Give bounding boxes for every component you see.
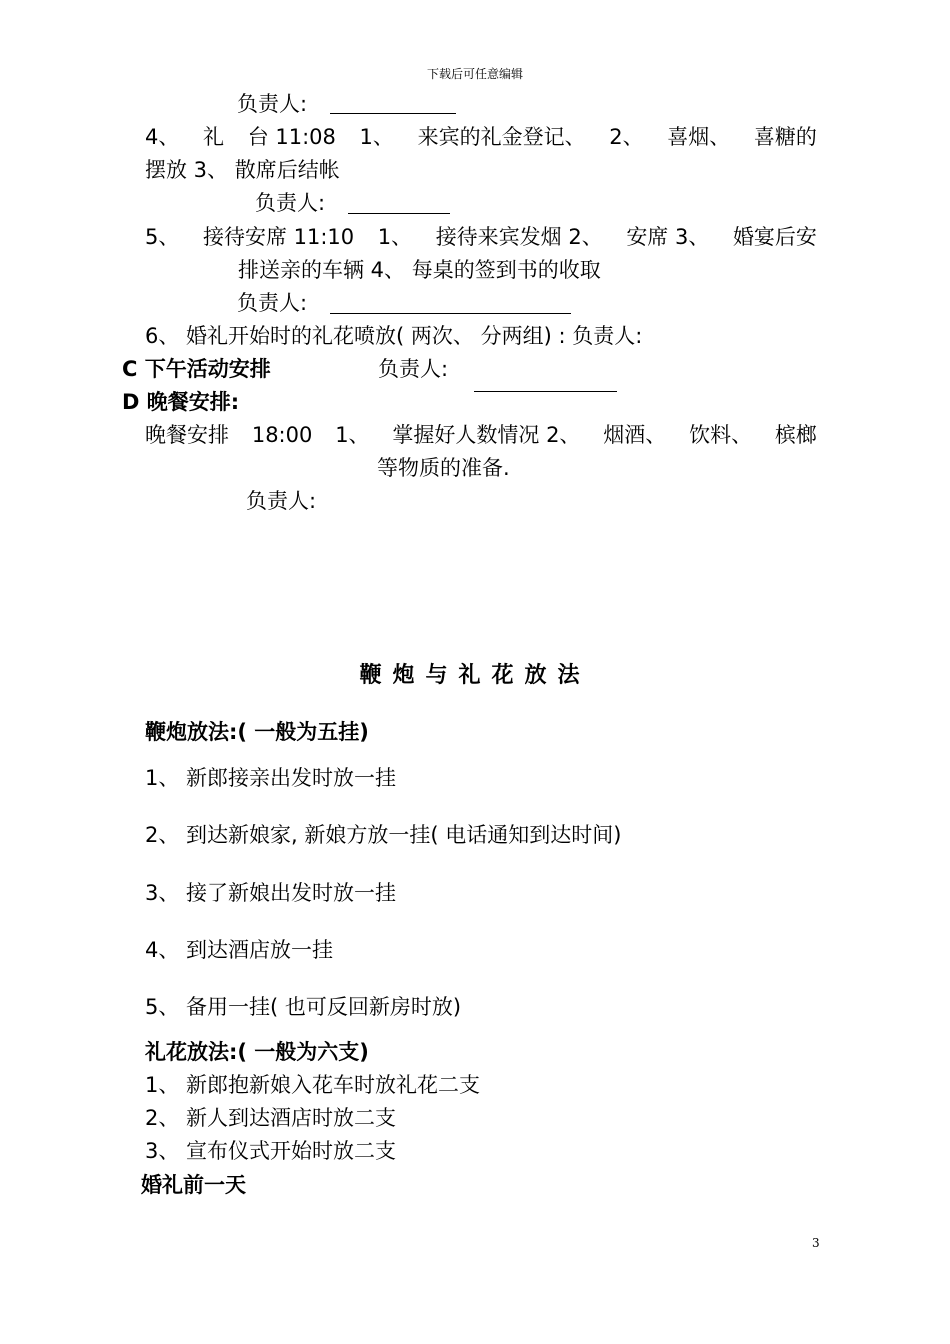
item-text: 2、 bbox=[609, 125, 644, 149]
item-4-line-1 bbox=[145, 127, 817, 148]
section-d-heading: D 晚餐安排: bbox=[122, 390, 240, 414]
item-6: 6、 婚礼开始时的礼花喷放( 两次、 分两组) : 负责人: bbox=[145, 324, 643, 348]
firecrackers-heading: 鞭炮放法:( 一般为五挂) bbox=[145, 720, 369, 744]
item-4-line-2: 摆放 3、 散席后结帐 bbox=[145, 158, 340, 182]
signature-line bbox=[474, 391, 617, 392]
page-header: 下载后可任意编辑 bbox=[426, 67, 523, 81]
responsible-label: 负责人: bbox=[255, 191, 326, 215]
item-text: 喜糖的 bbox=[753, 125, 817, 149]
item-text: 安席 3、 bbox=[626, 225, 710, 249]
page-number: 3 bbox=[812, 1236, 820, 1250]
signature-line bbox=[330, 113, 456, 114]
list-item: 2、 新人到达酒店时放二支 bbox=[145, 1106, 397, 1130]
signature-line bbox=[330, 313, 571, 314]
section-c-heading: C 下午活动安排 bbox=[122, 357, 271, 381]
list-item: 2、 到达新娘家, 新娘方放一挂( 电话通知到达时间) bbox=[145, 823, 622, 847]
list-item: 4、 到达酒店放一挂 bbox=[145, 938, 334, 962]
item-text: 接待安席 11:10 bbox=[202, 225, 355, 249]
responsible-label: 负责人: bbox=[237, 92, 308, 116]
item-text: 饮料、 bbox=[689, 423, 753, 447]
dinner-line-2: 等物质的准备. bbox=[377, 456, 510, 480]
item-text: 烟酒、 bbox=[603, 423, 667, 447]
item-text: 晚餐安排 bbox=[145, 423, 229, 447]
signature-line bbox=[348, 213, 450, 214]
item-text: 掌握好人数情况 2、 bbox=[392, 423, 581, 447]
item-text: 槟榔 bbox=[774, 423, 817, 447]
next-section-heading: 婚礼前一天 bbox=[141, 1173, 246, 1197]
item-text: 来宾的礼金登记、 bbox=[417, 125, 586, 149]
list-item: 1、 新郎接亲出发时放一挂 bbox=[145, 766, 397, 790]
item-text: 礼 bbox=[203, 125, 225, 149]
item-number: 5、 bbox=[145, 225, 180, 249]
dinner-line-1 bbox=[145, 425, 817, 446]
section-title: 鞭炮与礼花放法 bbox=[359, 663, 591, 688]
list-item: 5、 备用一挂( 也可反回新房时放) bbox=[145, 995, 462, 1019]
item-text: 1、 bbox=[377, 225, 413, 249]
item-text: 接待来宾发烟 2、 bbox=[435, 225, 603, 249]
item-5-line-2: 排送亲的车辆 4、 每桌的签到书的收取 bbox=[238, 258, 601, 282]
item-text: 18:00 bbox=[251, 423, 313, 447]
responsible-label: 负责人: bbox=[378, 357, 449, 381]
list-item: 3、 接了新娘出发时放一挂 bbox=[145, 881, 397, 905]
responsible-label: 负责人: bbox=[237, 291, 308, 315]
list-item: 3、 宣布仪式开始时放二支 bbox=[145, 1139, 397, 1163]
item-text: 台 11:08 bbox=[247, 125, 336, 149]
item-text: 1、 bbox=[335, 423, 370, 447]
item-number: 4、 bbox=[145, 125, 180, 149]
list-item: 1、 新郎抱新娘入花车时放礼花二支 bbox=[145, 1073, 481, 1097]
item-5-line-1 bbox=[145, 227, 817, 248]
responsible-label: 负责人: bbox=[246, 489, 317, 513]
item-text: 喜烟、 bbox=[667, 125, 731, 149]
item-text: 婚宴后安 bbox=[732, 225, 817, 249]
fireworks-heading: 礼花放法:( 一般为六支) bbox=[145, 1040, 369, 1064]
item-text: 1、 bbox=[359, 125, 394, 149]
